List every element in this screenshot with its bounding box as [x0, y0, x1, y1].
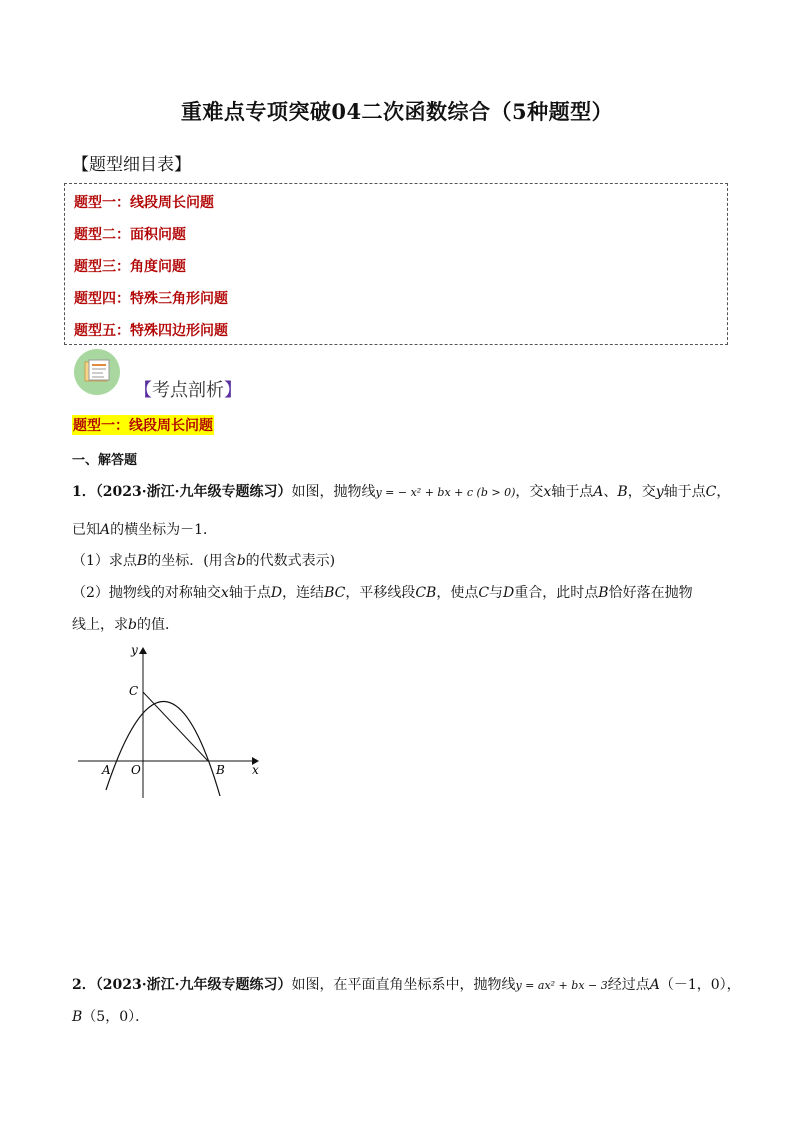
- q2-line1: 2．（2023·浙江·九年级专题练习）如图，在平面直角坐标系中，抛物线y = ax² + bx − 3经过点A（－1，0），: [72, 977, 741, 993]
- q1-part2-cont: 线上，求b的值．: [72, 617, 179, 633]
- page-title: 重难点专项突破04二次函数综合（5种题型）: [180, 99, 614, 124]
- q1-formula: y = − x² + bx + c (b > 0): [375, 486, 516, 499]
- parabola-curve: [106, 701, 220, 796]
- q1-part2: （2）抛物线的对称轴交x轴于点D，连结BC，平移线段CB，使点C与D重合，此时点B恰好落在抛物: [72, 585, 693, 601]
- catalog-heading: 【题型细目表】: [72, 155, 191, 175]
- segment-cb: [143, 692, 208, 761]
- section-heading: 【考点剖析】: [134, 380, 242, 401]
- q2-line2: B（5，0）．: [72, 1009, 150, 1025]
- label-c: C: [129, 684, 139, 698]
- parabola-graph: [76, 640, 276, 805]
- catalog-item-5[interactable]: 题型五：特殊四边形问题: [74, 323, 228, 339]
- catalog-item-3[interactable]: 题型三：角度问题: [74, 259, 186, 275]
- catalog-item-1[interactable]: 题型一：线段周长问题: [74, 195, 214, 211]
- q1-line2: 已知A的横坐标为－1．: [72, 522, 218, 538]
- q2-formula: y = ax² + bx − 3: [515, 979, 608, 992]
- catalog-item-2[interactable]: 题型二：面积问题: [74, 227, 186, 243]
- label-a: A: [102, 763, 111, 777]
- catalog-item-4[interactable]: 题型四：特殊三角形问题: [74, 291, 228, 307]
- notebook-icon: [73, 348, 121, 396]
- type1-label: 题型一：线段周长问题: [72, 415, 214, 435]
- label-x: x: [252, 763, 259, 777]
- q1-part1: （1）求点B的坐标．(用含b的代数式表示): [72, 553, 336, 569]
- label-o: O: [131, 763, 141, 777]
- label-b: B: [216, 763, 225, 777]
- q1-line1: 1．（2023·浙江·九年级专题练习）如图，抛物线y = − x² + bx + c (b > 0)，交x轴于点A、B，交y轴于点C，: [72, 484, 731, 500]
- sub-heading: 一、解答题: [72, 453, 138, 468]
- label-y: y: [131, 643, 138, 657]
